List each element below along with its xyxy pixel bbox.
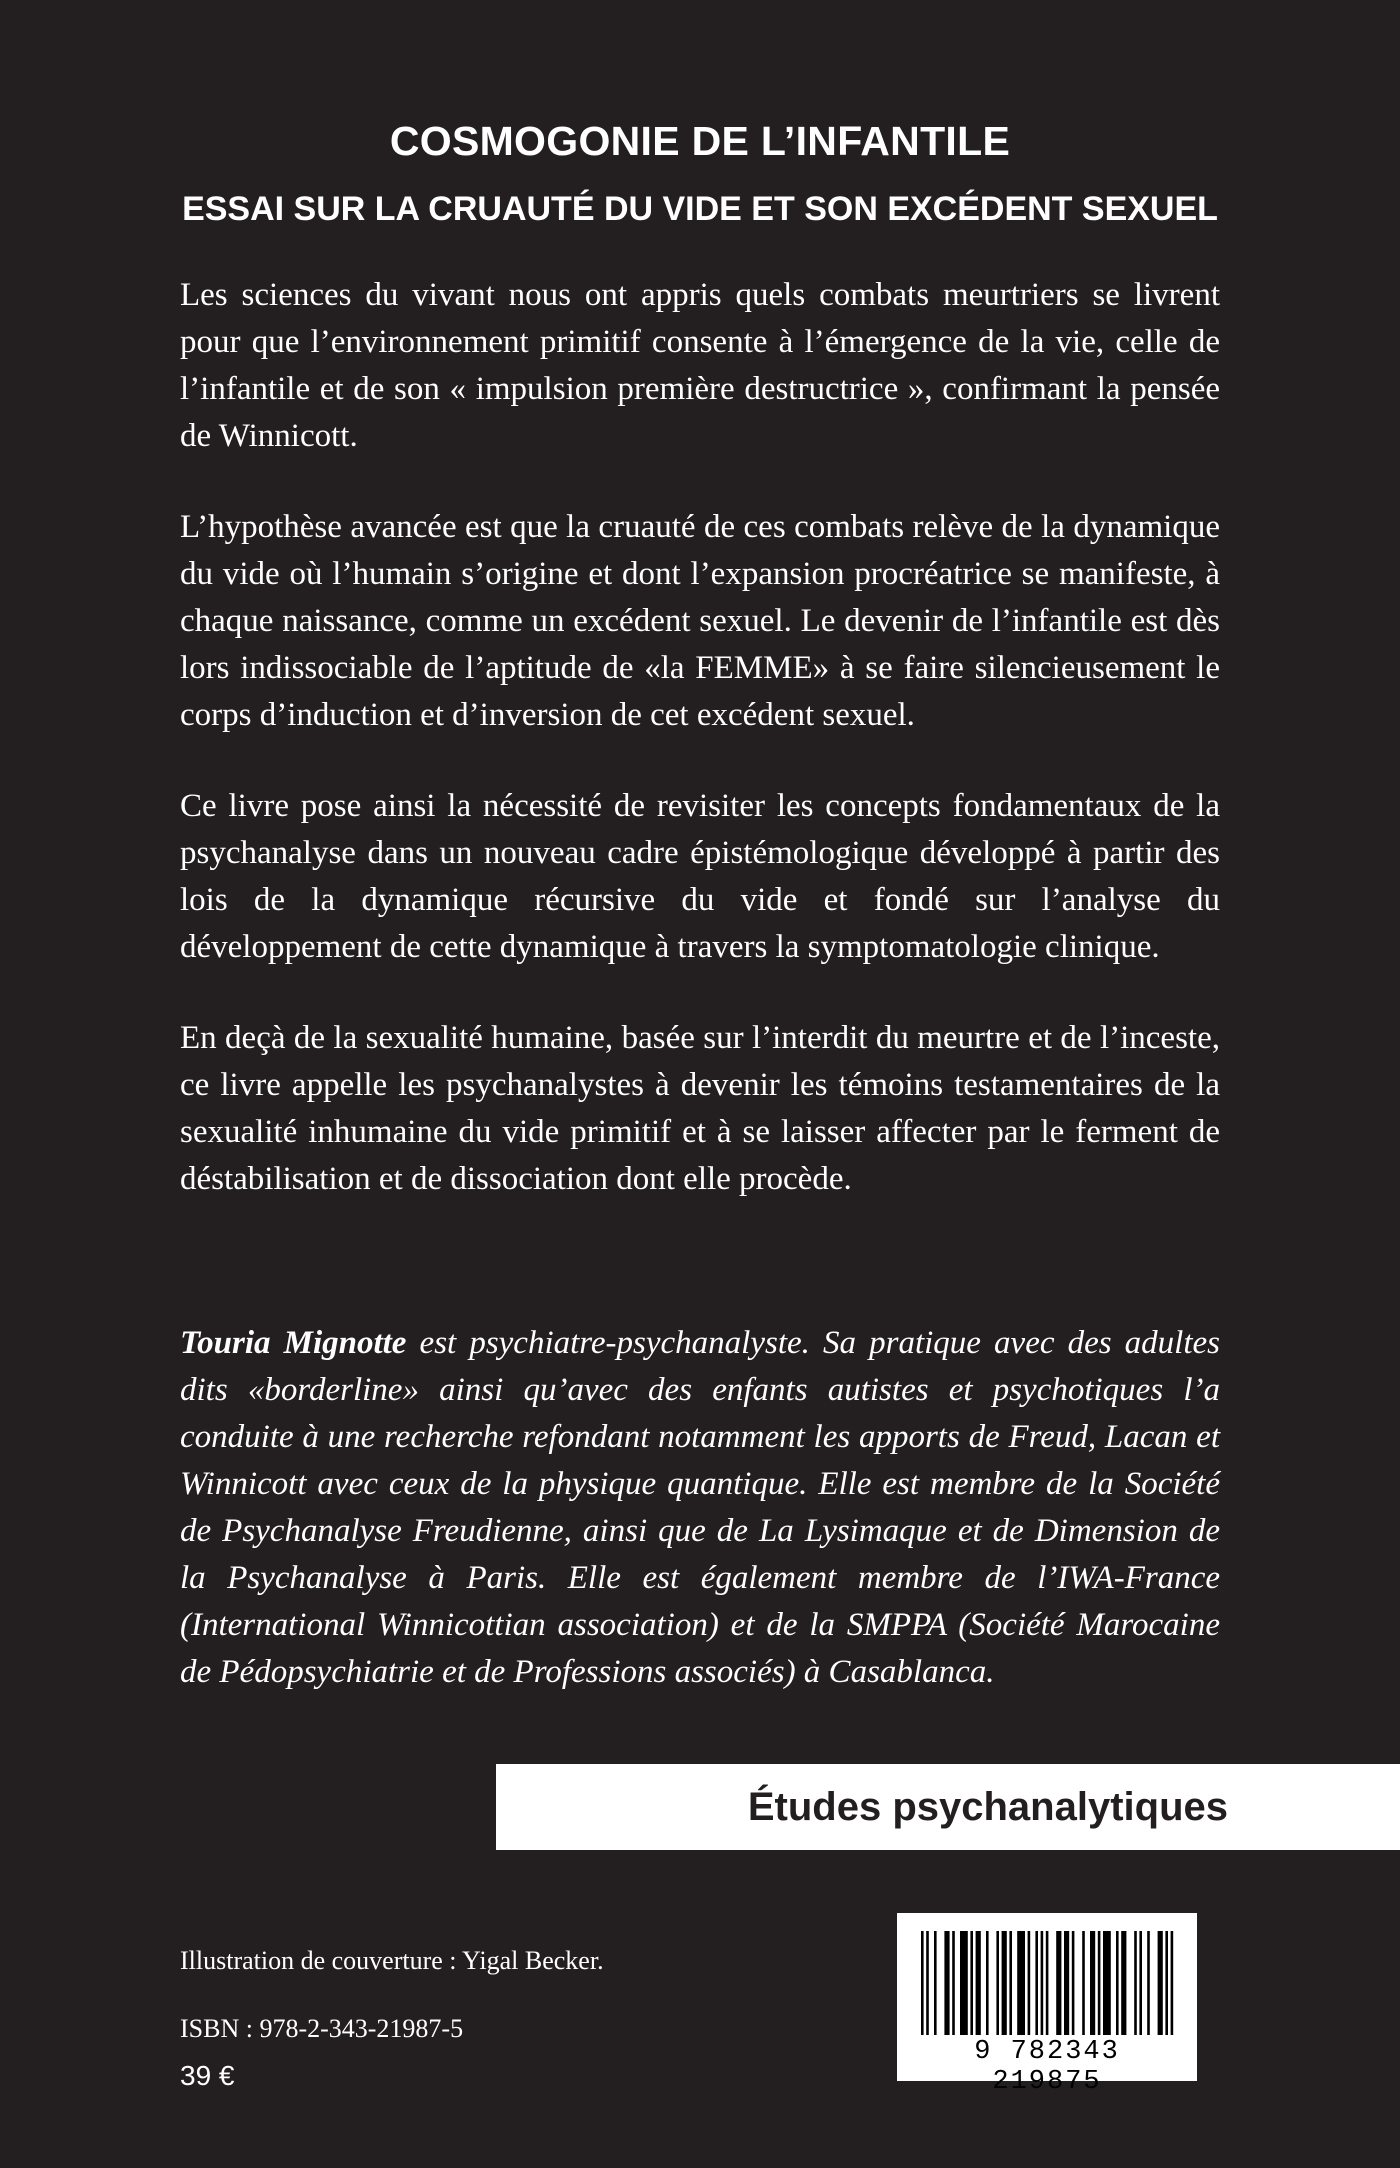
barcode-bar	[1090, 1931, 1095, 2035]
barcode-bar	[1035, 1931, 1038, 2035]
barcode-bar	[1017, 1931, 1025, 2035]
barcode-bar	[986, 1931, 989, 2035]
series-name: Études psychanalytiques	[747, 1784, 1228, 1829]
series-banner	[496, 1764, 1400, 1850]
barcode-bar	[1147, 1931, 1150, 2035]
illustration-credit: Illustration de couverture : Yigal Becker.	[180, 1946, 604, 1975]
barcode-bar	[1056, 1931, 1061, 2035]
barcode-bar	[1098, 1931, 1101, 2035]
synopsis-paragraph-1: Les sciences du vivant nous ont appris quels combats meurtriers se livrent pour que l’environnement primitif consente à l’émergence de la vie, celle de l’infantile et de son « impulsion première destructrice », confirmant la pensée de Winnicott.	[180, 277, 1220, 454]
barcode-bar	[944, 1931, 949, 2035]
barcode-bars	[917, 1931, 1177, 2035]
barcode-bar	[1041, 1931, 1044, 2035]
barcode-bar	[970, 1931, 973, 2035]
barcode-bar	[1064, 1931, 1069, 2035]
barcode-bar	[1139, 1931, 1142, 2035]
author-name: Touria Mignotte	[180, 1325, 407, 1361]
barcode-bar	[1028, 1931, 1031, 2035]
book-title: COSMOGONIE DE L’INFANTILE	[389, 118, 1011, 164]
barcode-bar	[921, 1931, 924, 2035]
barcode-bar	[1158, 1931, 1163, 2035]
barcode-bar	[1171, 1931, 1174, 2035]
barcode-number: 9 782343 219875	[974, 2037, 1120, 2097]
barcode-bar	[1072, 1931, 1075, 2035]
author-bio	[180, 1320, 1220, 1696]
book-subtitle: ESSAI SUR LA CRUAUTÉ DU VIDE ET SON EXCÉDENT SEXUEL	[182, 190, 1218, 228]
barcode-bar	[952, 1931, 955, 2035]
barcode-bar	[1134, 1931, 1137, 2035]
barcode-bar	[1165, 1931, 1168, 2035]
barcode-bar	[1103, 1931, 1111, 2035]
barcode-bar	[1121, 1931, 1126, 2035]
barcode-bar	[1082, 1931, 1085, 2035]
synopsis-paragraph-3: Ce livre pose ainsi la nécessité de revisiter les concepts fondamentaux de la psychanalyse dans un nouveau cadre épistémologique développé à partir des lois de la dynamique récursive du vide et fondé sur l’analyse du développement de cette dynamique à travers la symptomatologie clinique.	[180, 788, 1220, 965]
barcode-bar	[934, 1931, 937, 2035]
synopsis-paragraph-2: L’hypothèse avancée est que la cruauté de ces combats relève de la dynamique du vide où l’humain s’origine et dont l’expansion procréatrice se manifeste, à chaque naissance, comme un excédent sexuel. Le devenir de l’infantile est dès lors indissociable de l’aptitude de «la FEMME» à se faire silencieusement le corps d’induction et d’inversion de cet excédent sexuel.	[180, 509, 1220, 733]
barcode-bar	[976, 1931, 981, 2035]
price: 39 €	[180, 2060, 235, 2091]
synopsis-paragraph-4: En deçà de la sexualité humaine, basée sur l’interdit du meurtre et de l’inceste, ce livre appelle les psychanalystes à devenir les témoins testamentaires de la sexualité inhumaine du vide primitif et à se laisser affecter par le ferment de déstabilisation et de dissociation dont elle procède.	[180, 1020, 1220, 1197]
isbn: ISBN : 978-2-343-21987-5	[180, 2014, 464, 2043]
barcode-bar	[1046, 1931, 1049, 2035]
synopsis	[180, 272, 1220, 1247]
barcode-bar	[926, 1931, 929, 2035]
barcode-bar	[1009, 1931, 1012, 2035]
barcode-bar	[996, 1931, 999, 2035]
author-bio-text: est psychiatre-psychanalyste. Sa pratique avec des adultes dits «borderline» ainsi qu’avec des enfants autistes et psychotiques l’a conduite à une recherche refondant notamment les apports de Freud, Lacan et Winnicott avec ceux de la physique quantique. Elle est membre de la Société de Psychanalyse Freudienne, ainsi que de La Lysimaque et de Dimension de la Psychanalyse à Paris. Elle est également membre de l’IWA-France (International Winnicottian association) et de la SMPPA (Société Marocaine de Pédopsychiatrie et de Professions associés) à Casablanca.	[180, 1325, 1221, 1690]
barcode	[897, 1913, 1197, 2097]
barcode-bar	[960, 1931, 968, 2035]
barcode-bar	[1002, 1931, 1007, 2035]
barcode-bar	[1116, 1931, 1119, 2035]
